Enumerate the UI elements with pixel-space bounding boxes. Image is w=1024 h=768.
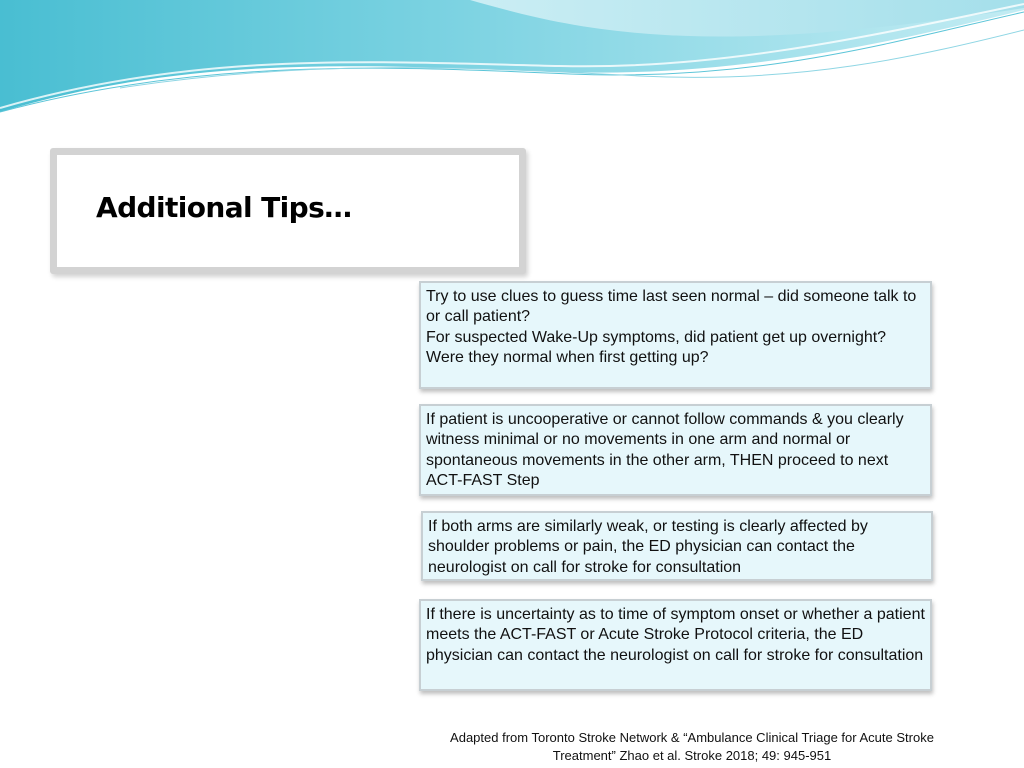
tip-text: If patient is uncooperative or cannot follow commands & you clearly witness minimal or no movements in one arm and normal or spontaneous movements in the other arm, THEN proceed to next ACT-FAST Step: [426, 411, 904, 490]
tip-text: If both arms are similarly weak, or testing is clearly affected by shoulder problems or pain, the ED physician can contact the neurologist on call for stroke for consultation: [428, 518, 868, 576]
tip-text: If there is uncertainty as to time of symptom onset or whether a patient meets the ACT-FAST or Acute Stroke Protocol criteria, the ED physician can contact the neurologist on call for stroke for consultation: [426, 606, 925, 664]
source-citation: Adapted from Toronto Stroke Network & “Ambulance Clinical Triage for Acute Stroke Treatment” Zhao et al. Stroke 2018; 49: 945-951: [450, 730, 934, 763]
tip-box-uncooperative-patient: [419, 404, 932, 496]
tip-box-time-last-seen: [419, 281, 932, 389]
tip-text: Try to use clues to guess time last seen normal – did someone talk to or call patient?: [426, 288, 917, 326]
tip-text: For suspected Wake-Up symptoms, did patient get up overnight? Were they normal when first getting up?: [426, 328, 887, 367]
header-wave-decoration: [0, 0, 1024, 130]
tip-box-both-arms-weak: [421, 511, 933, 581]
slide-title: Additional Tips…: [96, 191, 352, 224]
tip-box-uncertain-onset: [419, 599, 932, 691]
title-box: [50, 148, 526, 274]
